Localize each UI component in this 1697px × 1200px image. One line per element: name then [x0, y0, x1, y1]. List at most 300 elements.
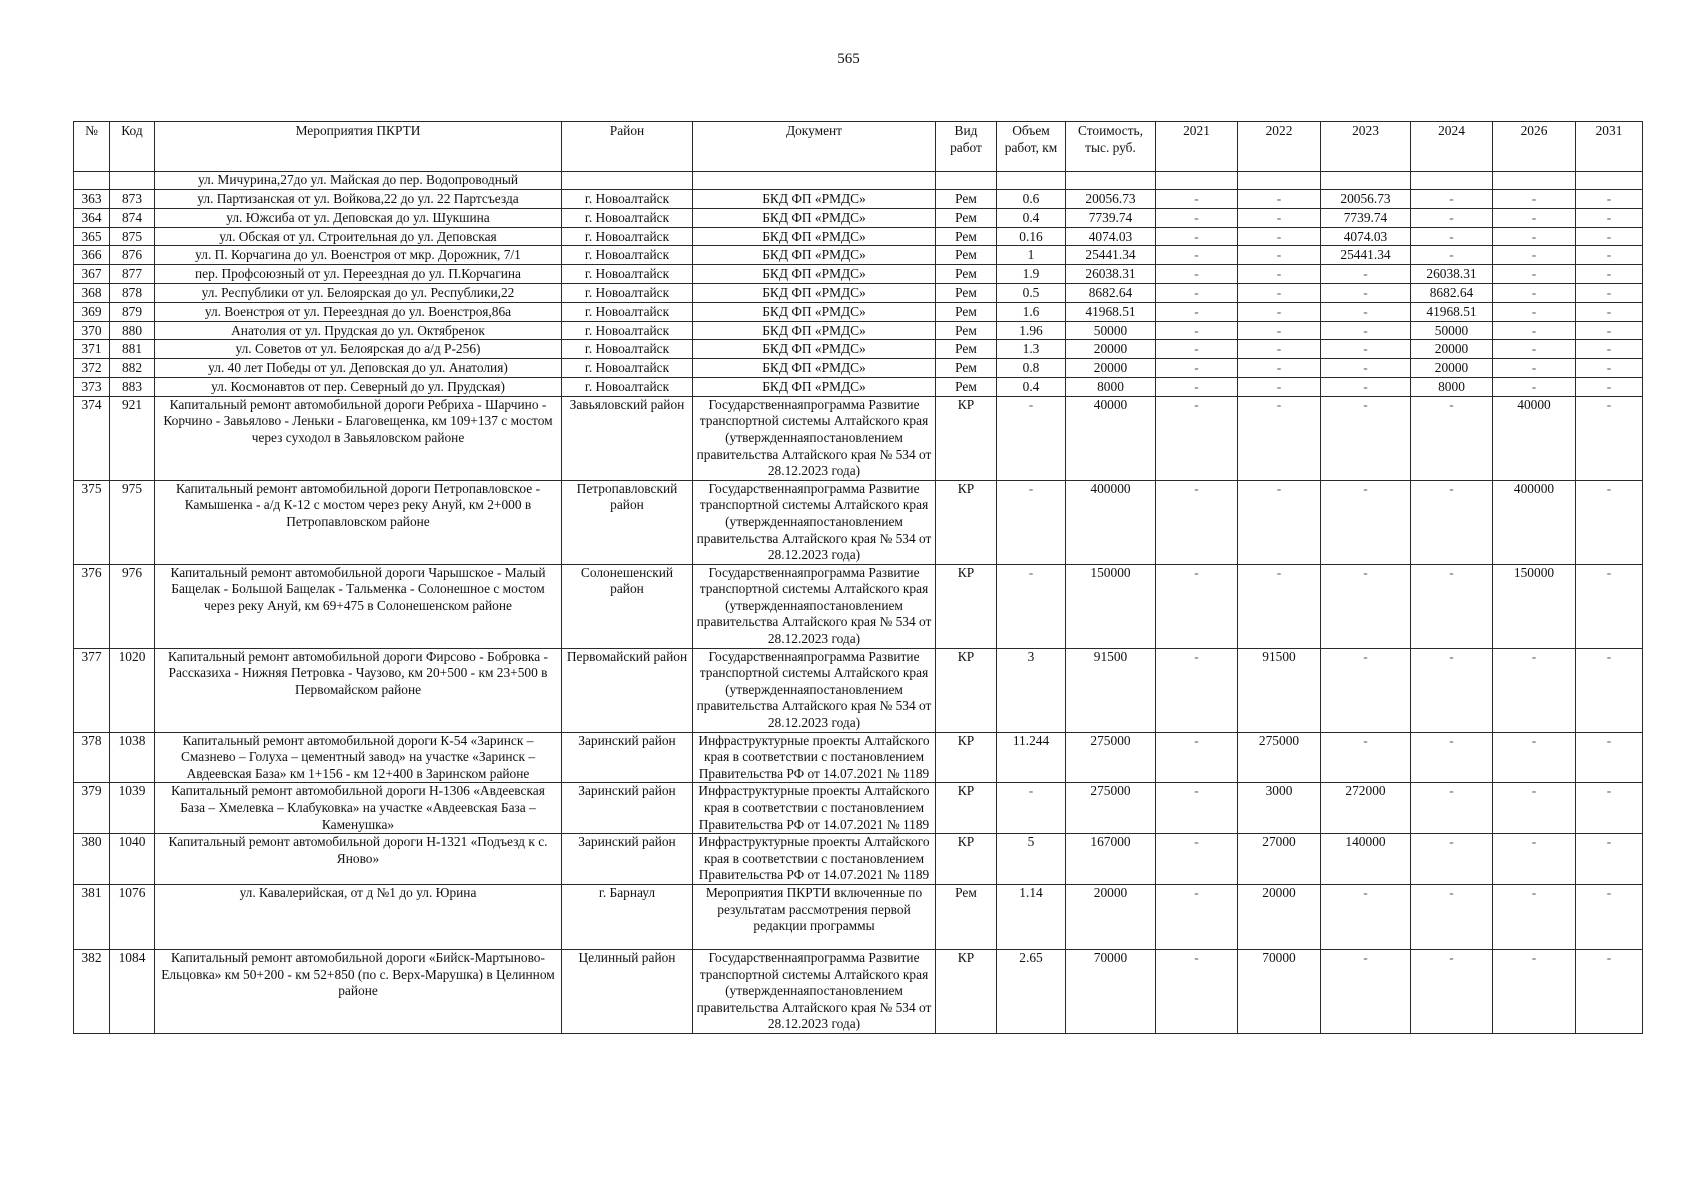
col-code-cell: 1038	[110, 732, 155, 783]
col-document-cell	[693, 172, 936, 190]
col-district-cell: г. Новоалтайск	[562, 246, 693, 265]
page-number: 565	[837, 51, 860, 67]
col-2021-cell: -	[1156, 884, 1238, 949]
col-2031-cell: -	[1576, 564, 1643, 648]
col-document-cell: Инфраструктурные проекты Алтайского края в соответствии с постановлением Правительства РФ от 14.07.2021 № 1189	[693, 732, 936, 783]
col-2026-cell: -	[1493, 340, 1576, 359]
col-2026-cell: -	[1493, 377, 1576, 396]
col-2021-cell: -	[1156, 834, 1238, 885]
col-activity-cell: ул. П. Корчагина до ул. Военстроя от мкр. Дорожник, 7/1	[155, 246, 562, 265]
col-2024-cell: -	[1411, 834, 1493, 885]
col-2031-cell: -	[1576, 480, 1643, 564]
col-2024-cell: -	[1411, 783, 1493, 834]
col-2023-cell: -	[1321, 283, 1411, 302]
col-cost-cell: 7739.74	[1066, 208, 1156, 227]
col-2023-cell: -	[1321, 648, 1411, 732]
table-row	[74, 564, 1643, 648]
col-2021-cell: -	[1156, 265, 1238, 284]
col-2022-cell: 275000	[1238, 732, 1321, 783]
col-2026-cell: -	[1493, 648, 1576, 732]
col-2031-cell: -	[1576, 283, 1643, 302]
col-document-cell: БКД ФП «РМДС»	[693, 283, 936, 302]
col-work-type-cell: Рем	[936, 208, 997, 227]
col-code-cell: 975	[110, 480, 155, 564]
col-volume-cell: -	[997, 480, 1066, 564]
col-2022-cell: -	[1238, 480, 1321, 564]
col-work-type-cell: Рем	[936, 227, 997, 246]
col-cost-cell: 8000	[1066, 377, 1156, 396]
col-district-cell: г. Новоалтайск	[562, 190, 693, 209]
col-2022-cell	[1238, 172, 1321, 190]
col-activity-cell: ул. 40 лет Победы от ул. Деповская до ул. Анатолия)	[155, 359, 562, 378]
col-2031-cell: -	[1576, 208, 1643, 227]
col-cost-cell: 400000	[1066, 480, 1156, 564]
col-district-cell: г. Новоалтайск	[562, 321, 693, 340]
col-2021-cell: -	[1156, 377, 1238, 396]
col-district-cell: г. Новоалтайск	[562, 340, 693, 359]
header-document: Документ	[693, 122, 936, 172]
col-cost-cell: 8682.64	[1066, 283, 1156, 302]
col-2023-cell: -	[1321, 340, 1411, 359]
col-district-cell: Петропавловский район	[562, 480, 693, 564]
col-activity-cell: ул. Республики от ул. Белоярская до ул. Республики,22	[155, 283, 562, 302]
col-cost-cell: 167000	[1066, 834, 1156, 885]
col-2022-cell: -	[1238, 265, 1321, 284]
col-2026-cell: 40000	[1493, 396, 1576, 480]
col-activity-cell: ул. Советов от ул. Белоярская до а/д Р-256)	[155, 340, 562, 359]
table-row	[74, 884, 1643, 949]
col-cost-cell: 26038.31	[1066, 265, 1156, 284]
header-volume: Объем работ, км	[997, 122, 1066, 172]
col-work-type-cell	[936, 172, 997, 190]
col-code-cell: 878	[110, 283, 155, 302]
col-activity-cell: ул. Военстроя от ул. Переездная до ул. Военстроя,86а	[155, 302, 562, 321]
col-2023-cell: 140000	[1321, 834, 1411, 885]
table-row	[74, 377, 1643, 396]
col-2031-cell: -	[1576, 340, 1643, 359]
col-2024-cell: 26038.31	[1411, 265, 1493, 284]
col-cost-cell	[1066, 172, 1156, 190]
col-2024-cell: 41968.51	[1411, 302, 1493, 321]
col-2024-cell: -	[1411, 396, 1493, 480]
col-activity-cell: Капитальный ремонт автомобильной дороги Петропавловское - Камышенка - а/д К-12 с мостом через реку Ануй, км 2+000 в Петропавловском районе	[155, 480, 562, 564]
col-district-cell: г. Новоалтайск	[562, 359, 693, 378]
col-2021-cell	[1156, 172, 1238, 190]
col-2022-cell: -	[1238, 302, 1321, 321]
col-2031-cell: -	[1576, 834, 1643, 885]
col-code-cell: 1084	[110, 949, 155, 1033]
col-cost-cell: 50000	[1066, 321, 1156, 340]
col-2021-cell: -	[1156, 340, 1238, 359]
col-2021-cell: -	[1156, 283, 1238, 302]
table-row	[74, 283, 1643, 302]
table-row	[74, 949, 1643, 1033]
col-2031-cell: -	[1576, 321, 1643, 340]
col-document-cell: Мероприятия ПКРТИ включенные по результатам рассмотрения первой редакции программы	[693, 884, 936, 949]
col-2024-cell: -	[1411, 246, 1493, 265]
col-number-cell: 370	[74, 321, 110, 340]
col-2024-cell: 8000	[1411, 377, 1493, 396]
col-volume-cell: 0.4	[997, 208, 1066, 227]
col-number-cell: 373	[74, 377, 110, 396]
col-2024-cell: -	[1411, 732, 1493, 783]
col-district-cell: г. Барнаул	[562, 884, 693, 949]
col-code-cell: 1040	[110, 834, 155, 885]
col-cost-cell: 20000	[1066, 359, 1156, 378]
col-number-cell: 369	[74, 302, 110, 321]
table-row	[74, 321, 1643, 340]
table-row	[74, 227, 1643, 246]
col-volume-cell: 1.14	[997, 884, 1066, 949]
header-number: №	[74, 122, 110, 172]
col-volume-cell: 1.9	[997, 265, 1066, 284]
col-code-cell: 921	[110, 396, 155, 480]
col-document-cell: Государственнаяпрограмма Развитие транспортной системы Алтайского края (утвержденнаяпостановлением правительства Алтайского края № 534 от 28.12.2023 года)	[693, 396, 936, 480]
col-number-cell: 376	[74, 564, 110, 648]
col-2024-cell: 8682.64	[1411, 283, 1493, 302]
col-2022-cell: -	[1238, 190, 1321, 209]
header-code: Код	[110, 122, 155, 172]
table-row	[74, 340, 1643, 359]
col-work-type-cell: Рем	[936, 340, 997, 359]
col-district-cell: Целинный район	[562, 949, 693, 1033]
table-row	[74, 834, 1643, 885]
col-volume-cell: 2.65	[997, 949, 1066, 1033]
col-district-cell: г. Новоалтайск	[562, 377, 693, 396]
col-2021-cell: -	[1156, 190, 1238, 209]
col-2022-cell: -	[1238, 396, 1321, 480]
col-work-type-cell: Рем	[936, 377, 997, 396]
col-volume-cell: 11.244	[997, 732, 1066, 783]
col-volume-cell: 1.3	[997, 340, 1066, 359]
col-volume-cell: 3	[997, 648, 1066, 732]
program-table	[73, 121, 1643, 1034]
col-2022-cell: -	[1238, 321, 1321, 340]
table-row	[74, 265, 1643, 284]
table-header-row	[74, 122, 1643, 172]
col-document-cell: БКД ФП «РМДС»	[693, 359, 936, 378]
col-activity-cell: пер. Профсоюзный от ул. Переездная до ул. П.Корчагина	[155, 265, 562, 284]
col-2026-cell: -	[1493, 884, 1576, 949]
col-activity-cell: Капитальный ремонт автомобильной дороги Фирсово - Бобровка - Рассказиха - Нижняя Петровка - Чаузово, км 20+500 - км 23+500 в Первомайском районе	[155, 648, 562, 732]
col-activity-cell: Капитальный ремонт автомобильной дороги Чарышское - Малый Бащелак - Большой Бащелак - Тальменка - Солонешное с мостом через реку Ануй, км 69+475 в Солонешенском районе	[155, 564, 562, 648]
col-2021-cell: -	[1156, 480, 1238, 564]
col-2023-cell: -	[1321, 265, 1411, 284]
col-cost-cell: 20056.73	[1066, 190, 1156, 209]
col-2023-cell: 20056.73	[1321, 190, 1411, 209]
table-row	[74, 302, 1643, 321]
col-2026-cell: -	[1493, 834, 1576, 885]
header-2021: 2021	[1156, 122, 1238, 172]
col-2022-cell: -	[1238, 340, 1321, 359]
col-2022-cell: 27000	[1238, 834, 1321, 885]
col-2022-cell: -	[1238, 227, 1321, 246]
col-2031-cell: -	[1576, 377, 1643, 396]
col-document-cell: Государственнаяпрограмма Развитие транспортной системы Алтайского края (утвержденнаяпостановлением правительства Алтайского края № 534 от 28.12.2023 года)	[693, 648, 936, 732]
col-2021-cell: -	[1156, 564, 1238, 648]
col-district-cell	[562, 172, 693, 190]
header-cost: Стоимость, тыс. руб.	[1066, 122, 1156, 172]
col-document-cell: БКД ФП «РМДС»	[693, 265, 936, 284]
col-2023-cell: -	[1321, 396, 1411, 480]
col-district-cell: г. Новоалтайск	[562, 227, 693, 246]
col-2022-cell: -	[1238, 208, 1321, 227]
col-document-cell: БКД ФП «РМДС»	[693, 321, 936, 340]
col-2021-cell: -	[1156, 321, 1238, 340]
col-2031-cell: -	[1576, 265, 1643, 284]
col-2031-cell: -	[1576, 227, 1643, 246]
col-work-type-cell: Рем	[936, 302, 997, 321]
col-2024-cell: 50000	[1411, 321, 1493, 340]
col-work-type-cell: КР	[936, 783, 997, 834]
col-district-cell: Завьяловский район	[562, 396, 693, 480]
col-2026-cell	[1493, 172, 1576, 190]
col-volume-cell: 0.4	[997, 377, 1066, 396]
header-2031: 2031	[1576, 122, 1643, 172]
col-cost-cell: 20000	[1066, 340, 1156, 359]
table-row	[74, 208, 1643, 227]
col-2026-cell: -	[1493, 246, 1576, 265]
col-2024-cell: -	[1411, 208, 1493, 227]
col-2024-cell: -	[1411, 564, 1493, 648]
col-2023-cell: 7739.74	[1321, 208, 1411, 227]
col-2024-cell: 20000	[1411, 359, 1493, 378]
col-number-cell: 382	[74, 949, 110, 1033]
col-2031-cell: -	[1576, 884, 1643, 949]
col-2023-cell: 272000	[1321, 783, 1411, 834]
col-code-cell: 1039	[110, 783, 155, 834]
col-2026-cell: -	[1493, 359, 1576, 378]
col-volume-cell: 0.5	[997, 283, 1066, 302]
header-2023: 2023	[1321, 122, 1411, 172]
col-volume-cell: -	[997, 783, 1066, 834]
col-2024-cell: -	[1411, 227, 1493, 246]
header-activity: Мероприятия ПКРТИ	[155, 122, 562, 172]
col-2026-cell: 400000	[1493, 480, 1576, 564]
col-2022-cell: -	[1238, 377, 1321, 396]
col-number-cell: 379	[74, 783, 110, 834]
col-2022-cell: 3000	[1238, 783, 1321, 834]
col-activity-cell: ул. Космонавтов от пер. Северный до ул. Прудская)	[155, 377, 562, 396]
col-number-cell: 365	[74, 227, 110, 246]
col-2026-cell: -	[1493, 949, 1576, 1033]
col-2024-cell: -	[1411, 480, 1493, 564]
col-document-cell: БКД ФП «РМДС»	[693, 190, 936, 209]
col-2026-cell: -	[1493, 302, 1576, 321]
col-work-type-cell: КР	[936, 648, 997, 732]
col-activity-cell: ул. Южсиба от ул. Деповская до ул. Шукшина	[155, 208, 562, 227]
col-district-cell: Заринский район	[562, 732, 693, 783]
col-activity-cell: ул. Мичурина,27до ул. Майская до пер. Водопроводный	[155, 172, 562, 190]
col-code-cell: 1076	[110, 884, 155, 949]
col-number-cell: 375	[74, 480, 110, 564]
col-2026-cell: -	[1493, 321, 1576, 340]
col-work-type-cell: Рем	[936, 265, 997, 284]
col-2024-cell: -	[1411, 949, 1493, 1033]
table-row	[74, 190, 1643, 209]
col-district-cell: Заринский район	[562, 783, 693, 834]
col-cost-cell: 4074.03	[1066, 227, 1156, 246]
col-activity-cell: Анатолия от ул. Прудская до ул. Октябренок	[155, 321, 562, 340]
col-district-cell: г. Новоалтайск	[562, 208, 693, 227]
col-work-type-cell: КР	[936, 396, 997, 480]
col-activity-cell: Капитальный ремонт автомобильной дороги Н-1321 «Подъезд к с. Яново»	[155, 834, 562, 885]
col-document-cell: БКД ФП «РМДС»	[693, 208, 936, 227]
col-2026-cell: -	[1493, 208, 1576, 227]
col-2023-cell: 25441.34	[1321, 246, 1411, 265]
col-2026-cell: -	[1493, 783, 1576, 834]
col-2023-cell: -	[1321, 564, 1411, 648]
col-activity-cell: Капитальный ремонт автомобильной дороги Н-1306 «Авдеевская База – Хмелевка – Клабуковка» на участке «Авдеевская База – Каменушка»	[155, 783, 562, 834]
col-2024-cell	[1411, 172, 1493, 190]
col-work-type-cell: КР	[936, 834, 997, 885]
col-number-cell: 367	[74, 265, 110, 284]
col-2023-cell: -	[1321, 377, 1411, 396]
col-2031-cell: -	[1576, 949, 1643, 1033]
col-activity-cell: ул. Партизанская от ул. Войкова,22 до ул. 22 Партсъезда	[155, 190, 562, 209]
col-activity-cell: ул. Кавалерийская, от д №1 до ул. Юрина	[155, 884, 562, 949]
col-2022-cell: -	[1238, 359, 1321, 378]
col-code-cell: 877	[110, 265, 155, 284]
col-cost-cell: 275000	[1066, 732, 1156, 783]
col-2021-cell: -	[1156, 208, 1238, 227]
col-2026-cell: -	[1493, 732, 1576, 783]
col-district-cell: Первомайский район	[562, 648, 693, 732]
header-2022: 2022	[1238, 122, 1321, 172]
table-row	[74, 396, 1643, 480]
col-code-cell: 875	[110, 227, 155, 246]
col-code-cell: 882	[110, 359, 155, 378]
col-activity-cell: Капитальный ремонт автомобильной дороги «Бийск-Мартыново-Ельцовка» км 50+200 - км 52+850 (по с. Верх-Марушка) в Целинном районе	[155, 949, 562, 1033]
table-row	[74, 246, 1643, 265]
col-volume-cell: -	[997, 564, 1066, 648]
col-document-cell: БКД ФП «РМДС»	[693, 340, 936, 359]
col-number-cell: 366	[74, 246, 110, 265]
col-number-cell: 372	[74, 359, 110, 378]
col-code-cell: 879	[110, 302, 155, 321]
col-2024-cell: -	[1411, 884, 1493, 949]
col-number-cell: 374	[74, 396, 110, 480]
col-volume-cell: 1.6	[997, 302, 1066, 321]
col-2031-cell: -	[1576, 359, 1643, 378]
table-row	[74, 480, 1643, 564]
col-2031-cell: -	[1576, 246, 1643, 265]
col-2023-cell: -	[1321, 884, 1411, 949]
col-volume-cell: 5	[997, 834, 1066, 885]
col-2031-cell	[1576, 172, 1643, 190]
col-work-type-cell: Рем	[936, 283, 997, 302]
col-2021-cell: -	[1156, 783, 1238, 834]
col-work-type-cell: Рем	[936, 321, 997, 340]
col-document-cell: БКД ФП «РМДС»	[693, 302, 936, 321]
col-2023-cell: -	[1321, 321, 1411, 340]
col-2021-cell: -	[1156, 949, 1238, 1033]
col-code-cell: 881	[110, 340, 155, 359]
col-work-type-cell: Рем	[936, 884, 997, 949]
col-2023-cell: -	[1321, 359, 1411, 378]
col-document-cell: Инфраструктурные проекты Алтайского края в соответствии с постановлением Правительства РФ от 14.07.2021 № 1189	[693, 783, 936, 834]
col-2026-cell: -	[1493, 283, 1576, 302]
col-cost-cell: 70000	[1066, 949, 1156, 1033]
col-2031-cell: -	[1576, 302, 1643, 321]
col-code-cell	[110, 172, 155, 190]
col-2026-cell: -	[1493, 265, 1576, 284]
col-document-cell: БКД ФП «РМДС»	[693, 246, 936, 265]
col-code-cell: 883	[110, 377, 155, 396]
col-2031-cell: -	[1576, 190, 1643, 209]
col-activity-cell: Капитальный ремонт автомобильной дороги К-54 «Заринск – Смазнево – Голуха – цементный завод» на участке «Заринск – Авдеевская База» км 1+156 - км 12+400 в Заринском районе	[155, 732, 562, 783]
col-2023-cell: -	[1321, 732, 1411, 783]
col-2021-cell: -	[1156, 302, 1238, 321]
col-volume-cell: 0.16	[997, 227, 1066, 246]
col-cost-cell: 150000	[1066, 564, 1156, 648]
col-2023-cell: -	[1321, 480, 1411, 564]
col-district-cell: Солонешенский район	[562, 564, 693, 648]
col-2031-cell: -	[1576, 396, 1643, 480]
col-work-type-cell: Рем	[936, 359, 997, 378]
col-2023-cell	[1321, 172, 1411, 190]
col-2023-cell: -	[1321, 302, 1411, 321]
col-code-cell: 873	[110, 190, 155, 209]
col-2022-cell: -	[1238, 564, 1321, 648]
table-row	[74, 359, 1643, 378]
col-2024-cell: 20000	[1411, 340, 1493, 359]
col-activity-cell: Капитальный ремонт автомобильной дороги Ребриха - Шарчино - Корчино - Завьялово - Леньки - Благовещенка, км 109+137 с мостом через суходол в Завьяловском районе	[155, 396, 562, 480]
col-volume-cell	[997, 172, 1066, 190]
col-document-cell: Государственнаяпрограмма Развитие транспортной системы Алтайского края (утвержденнаяпостановлением правительства Алтайского края № 534 от 28.12.2023 года)	[693, 480, 936, 564]
col-2023-cell: -	[1321, 949, 1411, 1033]
col-2024-cell: -	[1411, 190, 1493, 209]
col-document-cell: Государственнаяпрограмма Развитие транспортной системы Алтайского края (утвержденнаяпостановлением правительства Алтайского края № 534 от 28.12.2023 года)	[693, 949, 936, 1033]
col-code-cell: 876	[110, 246, 155, 265]
col-work-type-cell: Рем	[936, 190, 997, 209]
col-2021-cell: -	[1156, 732, 1238, 783]
col-activity-cell: ул. Обская от ул. Строительная до ул. Деповская	[155, 227, 562, 246]
header-district: Район	[562, 122, 693, 172]
col-2031-cell: -	[1576, 783, 1643, 834]
col-district-cell: г. Новоалтайск	[562, 283, 693, 302]
col-document-cell: Государственнаяпрограмма Развитие транспортной системы Алтайского края (утвержденнаяпостановлением правительства Алтайского края № 534 от 28.12.2023 года)	[693, 564, 936, 648]
col-work-type-cell: КР	[936, 564, 997, 648]
header-2026: 2026	[1493, 122, 1576, 172]
col-2022-cell: 91500	[1238, 648, 1321, 732]
col-district-cell: г. Новоалтайск	[562, 265, 693, 284]
col-volume-cell: 1.96	[997, 321, 1066, 340]
col-2021-cell: -	[1156, 396, 1238, 480]
table-row	[74, 732, 1643, 783]
table-row	[74, 648, 1643, 732]
col-2031-cell: -	[1576, 732, 1643, 783]
col-number-cell: 363	[74, 190, 110, 209]
col-cost-cell: 40000	[1066, 396, 1156, 480]
col-2026-cell: -	[1493, 190, 1576, 209]
col-number-cell: 381	[74, 884, 110, 949]
col-2022-cell: 20000	[1238, 884, 1321, 949]
col-document-cell: БКД ФП «РМДС»	[693, 377, 936, 396]
col-cost-cell: 25441.34	[1066, 246, 1156, 265]
col-document-cell: БКД ФП «РМДС»	[693, 227, 936, 246]
col-district-cell: Заринский район	[562, 834, 693, 885]
col-work-type-cell: Рем	[936, 246, 997, 265]
col-2022-cell: -	[1238, 246, 1321, 265]
col-2022-cell: -	[1238, 283, 1321, 302]
col-2026-cell: 150000	[1493, 564, 1576, 648]
col-district-cell: г. Новоалтайск	[562, 302, 693, 321]
col-work-type-cell: КР	[936, 949, 997, 1033]
col-number-cell: 380	[74, 834, 110, 885]
col-volume-cell: 0.6	[997, 190, 1066, 209]
col-code-cell: 874	[110, 208, 155, 227]
